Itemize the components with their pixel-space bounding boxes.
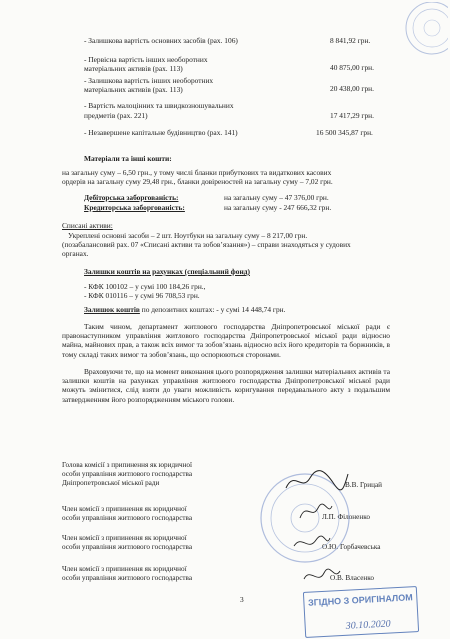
signature-title: Голова комісії з припинення як юридичної особи управління житлового господарства Дніпропетровської міської ради: [62, 461, 193, 487]
written-off-line: (позабалансовий рах. 07 «Списані активи та зобов’язання») – справи знаходяться у судових: [62, 240, 351, 249]
signature-title: Член комісії з припинення як юридичної особи управління житлового господарства: [62, 565, 193, 582]
credit-value: на загальну суму - 247 666,32 грн.: [224, 203, 332, 212]
asset-value: 8 841,92 грн.: [330, 36, 371, 45]
page-number: 3: [240, 595, 244, 604]
written-off-heading: Списані активи:: [62, 221, 113, 230]
written-off-line: Укреплені основні засоби – 2 шт. Ноутбуки на загальну суму – 8 217,00 грн.: [68, 231, 308, 240]
asset-value: 16 500 345,87 грн.: [316, 128, 373, 137]
special-fund-item: - КФК 010116 – у сумі 96 708,53 грн.: [84, 291, 200, 300]
signature-scribble-icon: [300, 565, 344, 589]
signature-scribble-icon: [290, 530, 334, 554]
asset-label: - Залишкова вартість інших необоротних: [84, 76, 214, 85]
signatory-name: О.В. Власенко: [330, 574, 374, 582]
deposit-line: [84, 305, 285, 314]
asset-label: - Залишкова вартість основних засобів (рах. 106): [84, 36, 238, 45]
special-fund-heading: Залишки коштів на рахунках (спеціальний фонд): [84, 267, 250, 276]
debit-value: на загальну суму – 47 376,00 грн.: [224, 193, 329, 202]
round-seal-icon: [392, 2, 448, 62]
materials-line: ордерів на загальну суму 29,48 грн., бланки довіреностей на загальну суму – 7,02 грн.: [62, 177, 333, 186]
asset-value: 17 417,29 грн.: [330, 111, 374, 120]
signatory-name: В.В. Грицай: [345, 481, 383, 489]
debit-label: Дебіторська заборгованість:: [84, 193, 179, 202]
signature-scribble-icon: [282, 466, 352, 496]
stamp-date: 30.10.2020: [345, 618, 391, 632]
asset-label: - Вартість малоцінних та швидкозношувальних: [84, 101, 234, 110]
asset-label: предметів (рах. 221): [84, 111, 148, 120]
asset-value: 40 875,00 грн.: [330, 63, 374, 72]
written-off-line: органах.: [62, 249, 89, 258]
materials-heading: Матеріали та інші кошти:: [84, 154, 172, 163]
materials-line: на загальну суму – 6,50 грн., у тому числі бланки прибуткових та видаткових касових: [62, 168, 332, 177]
asset-label: - Первісна вартість інших необоротних: [84, 55, 208, 64]
signatory-name: Л.П. Філоненко: [322, 513, 370, 521]
asset-label: - Незавершене капітальне будівництво (рах. 141): [84, 128, 238, 137]
certified-copy-stamp: [303, 586, 419, 638]
deposit-label: Залишок коштів: [84, 305, 140, 314]
asset-label: матеріальних активів (рах. 113): [84, 85, 183, 94]
deposit-text: по депозитних коштах: - у сумі 14 448,74 грн.: [141, 305, 286, 314]
signature-title: Член комісії з припинення як юридичної особи управління житлового господарства: [62, 534, 193, 551]
credit-label: Кредиторська заборгованість:: [84, 203, 185, 212]
special-fund-item: - КФК 100102 – у сумі 100 184,26 грн.,: [84, 282, 206, 291]
signature-title: Член комісії з припинення як юридичної особи управління житлового господарства: [62, 505, 193, 522]
closing-paragraph: Таким чином, департамент житлового господарства Дніпропетровської міської ради є правонаступником управління житлового господарства Дніпропетровської міської ради відносно майна, майнових прав, а також всіх вимог та зобов’язань відносно всіх його кредиторів та боржників, в тому складі таких вимог та зобов’язань, що оспорюються сторонами.: [62, 322, 390, 359]
signatory-name: О.Ю. Горбачевська: [322, 543, 381, 551]
asset-label: матеріальних активів (рах. 113): [84, 64, 183, 73]
stamp-text: ЗГІДНО З ОРИГІНАЛОМ: [307, 592, 413, 608]
closing-paragraph: Враховуючи те, що на момент виконання цього розпорядження залишки матеріальних активів та залишки коштів на рахунках управління житлового господарства Дніпропетровської міської ради можуть змінитися, слід взяти до уваги можливість коригування передавального акту з подальшим затвердженням його розпорядженням міського голови.: [62, 367, 390, 404]
signature-scribble-icon: [296, 500, 336, 524]
asset-value: 20 438,00 грн.: [330, 84, 374, 93]
